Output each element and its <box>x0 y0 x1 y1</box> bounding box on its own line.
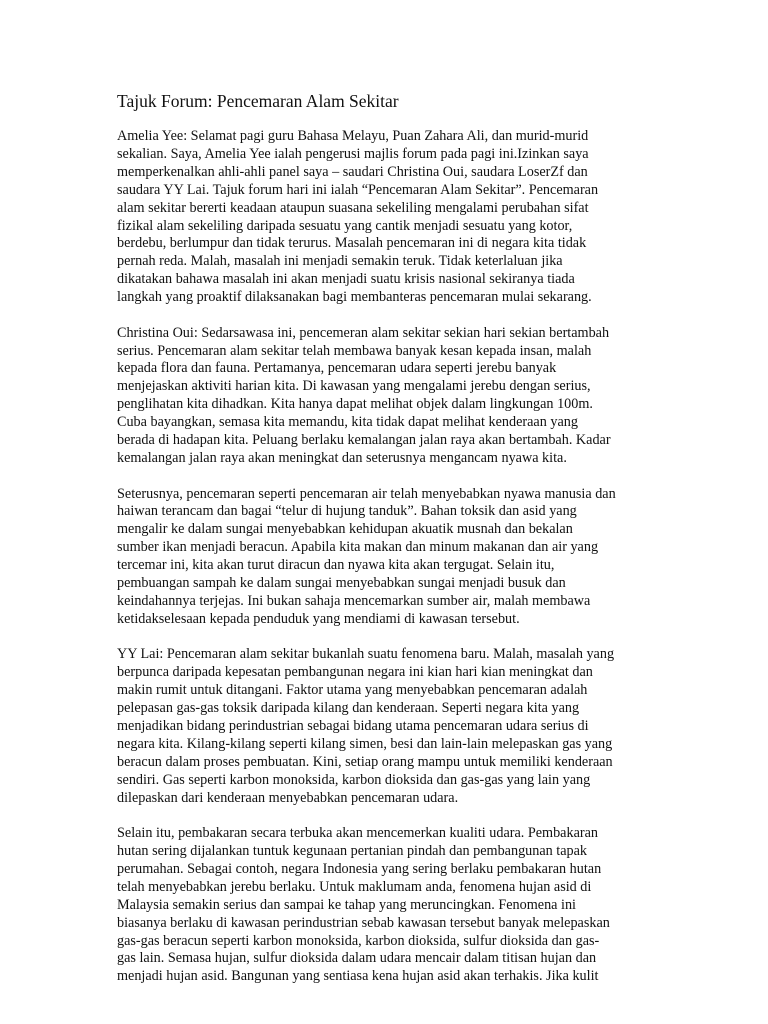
text-line: berada di hadapan kita. Peluang berlaku kemalangan jalan raya akan bertambah. Kadar <box>117 432 611 449</box>
text-line: hutan sering dijalankan tuntuk kegunaan pertanian pindah dan pembangunan tapak <box>117 843 588 859</box>
text-line: serius. Pencemaran alam sekitar telah membawa banyak kesan kepada insan, malah <box>117 342 592 359</box>
text-line: Seterusnya, pencemaran seperti pencemaran air telah menyebabkan nyawa manusia dan <box>117 485 616 502</box>
text-line: alam sekitar bererti keadaan ataupun suasana sekeliling mengalami perubahan sifat <box>117 199 589 216</box>
paragraph-christina-oui <box>117 325 657 468</box>
text-line: menjejaskan aktiviti harian kita. Di kawasan yang mengalami jerebu dengan serius, <box>117 378 591 395</box>
text-line: gas-gas beracun seperti karbon monoksida, karbon dioksida, sulfur dioksida dan gas- <box>117 932 600 949</box>
text-line: pernah reda. Malah, masalah ini menjadi semakin teruk. Tidak keterlaluan jika <box>117 253 563 270</box>
text-line: tercemar ini, kita akan turut diracun dan nyawa kita akan tergugat. Selain itu, <box>117 557 555 574</box>
text-line: makin rumit untuk ditangani. Faktor utama yang menyebabkan pencemaran adalah <box>117 682 588 699</box>
text-line: Amelia Yee: Selamat pagi guru Bahasa Melayu, Puan Zahara Ali, dan murid-murid <box>117 128 589 144</box>
text-line: memperkenalkan ahli-ahli panel saya – saudari Christina Oui, saudara LoserZf dan <box>117 163 588 180</box>
text-line: Christina Oui: Sedarsawasa ini, pencemeran alam sekitar sekian hari sekian bertambah <box>117 324 610 341</box>
paragraph-yy-lai <box>117 646 657 807</box>
text-line: YY Lai: Pencemaran alam sekitar bukanlah suatu fenomena baru. Malah, masalah yang <box>117 646 615 663</box>
text-line: sendiri. Gas seperti karbon monoksida, karbon dioksida dan gas-gas yang lain yang <box>117 771 591 788</box>
text-line: berpunca daripada kepesatan pembangunan negara ini kian hari kian meningkat dan <box>117 664 593 681</box>
text-line: fizikal alam sekeliling daripada sesuatu yang cantik menjadi sesuatu yang kotor, <box>117 217 573 234</box>
text-line: Malaysia semakin serius dan sampai ke tahap yang meruncingkan. Fenomena ini <box>117 896 576 913</box>
text-line: sumber ikan menjadi beracun. Apabila kita makan dan minum makanan dan air yang <box>117 539 599 556</box>
text-line: beracun dalam proses pembuatan. Kini, setiap orang mampu untuk memiliki kenderaan <box>117 753 613 770</box>
document-page <box>117 90 657 1004</box>
text-line: keindahannya terjejas. Ini bukan sahaja mencemarkan sumber air, malah membawa <box>117 592 591 609</box>
text-line: kemalangan jalan raya akan meningkat dan seterusnya mengancam nyawa kita. <box>117 450 567 466</box>
text-line: saudara YY Lai. Tajuk forum hari ini ialah “Pencemaran Alam Sekitar”. Pencemaran <box>117 181 599 198</box>
text-line: berdebu, berlumpur dan tidak terurus. Masalah pencemaran ini di negara kita tidak <box>117 235 587 252</box>
text-line: pembuangan sampah ke dalam sungai menyebabkan sungai menjadi busuk dan <box>117 575 566 592</box>
document-title: Tajuk Forum: Pencemaran Alam Sekitar <box>117 91 399 111</box>
text-line: dilepaskan dari kenderaan menyebabkan pencemaran udara. <box>117 789 459 806</box>
text-line: menjadikan bidang perindustrian sebagai bidang utama pencemaran udara serius di <box>117 717 589 734</box>
text-line: Selain itu, pembakaran secara terbuka akan mencemerkan kualiti udara. Pembakaran <box>117 825 598 842</box>
text-line: telah menyebabkan jerebu berlaku. Untuk maklumam anda, fenomena hujan asid di <box>117 878 592 895</box>
text-line: pelepasan gas-gas toksik daripada kilang dan kenderaan. Seperti negara kita yang <box>117 700 580 717</box>
text-line: langkah yang proaktif dilaksanakan bagi membanteras pencemaran mulai sekarang. <box>117 289 592 306</box>
text-line: Cuba bayangkan, semasa kita memandu, kita tidak dapat melihat kenderaan yang <box>117 414 578 431</box>
paragraph-selain-itu <box>117 825 657 986</box>
text-line: perumahan. Sebagai contoh, negara Indonesia yang sering berlaku pembakaran hutan <box>117 860 602 877</box>
text-line: kepada flora dan fauna. Pertamanya, pencemaran udara seperti jerebu banyak <box>117 360 557 377</box>
text-line: biasanya berlaku di kawasan perindustrian sebab kawasan tersebut banyak melepaskan <box>117 914 610 931</box>
text-line: haiwan terancam dan bagai “telur di hujung tanduk”. Bahan toksik dan asid yang <box>117 503 577 520</box>
paragraph-amelia-yee <box>117 128 657 307</box>
text-line: ketidakselesaan kepada penduduk yang mendiami di kawasan tersebut. <box>117 610 520 627</box>
paragraph-seterusnya <box>117 486 657 629</box>
text-line: sekalian. Saya, Amelia Yee ialah pengerusi majlis forum pada pagi ini.Izinkan saya <box>117 145 589 162</box>
text-line: menjadi hujan asid. Bangunan yang sentiasa kena hujan asid akan terhakis. Jika kulit <box>117 968 599 985</box>
text-line: penglihatan kita dihadkan. Kita hanya dapat melihat objek dalam lingkungan 100m. <box>117 396 593 413</box>
text-line: gas lain. Semasa hujan, sulfur dioksida dalam udara mencair dalam titisan hujan dan <box>117 950 597 967</box>
text-line: negara kita. Kilang-kilang seperti kilang simen, besi dan lain-lain melepaskan gas yang <box>117 735 613 752</box>
text-line: dikatakan bahawa masalah ini akan menjadi suatu krisis nasional sekiranya tiada <box>117 271 575 288</box>
text-line: mengalir ke dalam sungai menyebabkan kehidupan akuatik musnah dan bekalan <box>117 521 573 538</box>
